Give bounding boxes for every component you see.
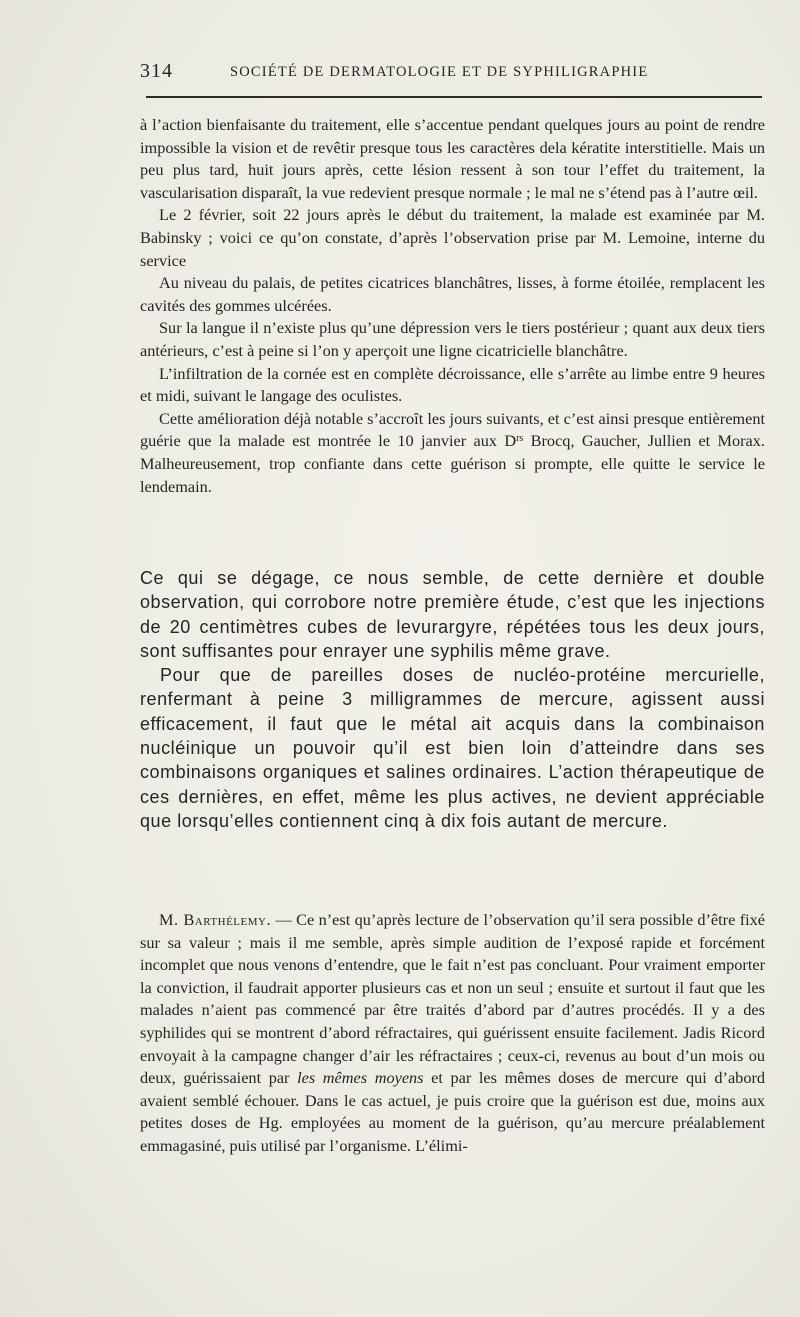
- paragraph-2: Le 2 février, soit 22 jours après le début du traitement, la malade est examinée par M. Babinsky ; voici ce qu’on constate, d’après l’observation prise par M. Lemoine, interne du service: [140, 205, 765, 270]
- discussion-paragraph: [140, 909, 765, 1158]
- discussion-italic: les mêmes moyens: [297, 1068, 424, 1088]
- conclusion-section: [140, 566, 765, 833]
- paragraph-3: Au niveau du palais, de petites cicatrices blanchâtres, lisses, à forme étoilée, remplacent les cavités des gommes ulcérées.: [140, 273, 765, 315]
- discussion-text-end: et par les mêmes doses de mercure qui d’abord avaient semblé échouer. Dans le cas actuel, je puis croire que la guérison est due, moins aux petites doses de Hg. employées au moment de la guérison, qu’au mercure préalablement emmagasiné, puis utilisé par l’organisme. L’élimi-: [140, 1068, 766, 1155]
- paragraph-4: Sur la langue il n’existe plus qu’une dépression vers le tiers postérieur ; quant aux deux tiers antérieurs, c’est à peine si l’on y aperçoit une ligne cicatricielle blanchâtre.: [140, 318, 765, 360]
- header-rule: [146, 96, 762, 98]
- doctors-superscript: rs: [516, 433, 524, 445]
- paragraph-5: L’infiltration de la cornée est en complète décroissance, elle s’arrête au limbe entre 9 heures et midi, suivant le langage des oculistes.: [140, 363, 765, 406]
- discussion-section: [140, 909, 765, 1158]
- conclusion-paragraph-2: Pour que de pareilles doses de nucléo-protéine mercurielle, renfermant à peine 3 milligrammes de mercure, agissent aussi efficacement, il faut que le métal ait acquis dans la combinaison nucléinique un pouvoir qu’il est bien loin d’atteindre dans ses combinaisons organiques et salines ordinaires. L’action thérapeutique de ces dernières, en effet, même les plus actives, ne devient appréciable que lorsqu’elles contiennent cinq à dix fois autant de mercure.: [140, 665, 765, 831]
- paragraph-6-start: Cette amélioration déjà notable s’accroît les jours suivants, et c’est ainsi presque entièrement guérie que la malade est montrée le 10 janvier aux D: [140, 408, 765, 451]
- discussion-text-start: — Ce n’est qu’après lecture de l’observation qu’il sera possible d’être fixé sur sa valeur ; mais il me semble, après simple audition de l’exposé rapide et forcément incomplet que nous venons d’entendre, que le fait n’est pas concluant. Pour vraiment emporter la conviction, il faudrait apporter plusieurs cas et non un seul ; ensuite et surtout il faut que les malades n’aient pas commencé par être traités d’abord par d’autres procédés. Il y a des syphilides qui se montrent d’abord réfractaires, qui guérissent ensuite facilement. Jadis Ricord envoyait à la campagne changer d’air les réfractaires ; ceux-ci, revenus au bout d’un mois ou deux, guérissaient par: [140, 910, 766, 1088]
- page-number: 314: [140, 60, 173, 82]
- page-header: [140, 58, 762, 88]
- speaker-name: M. Barthélemy.: [159, 910, 272, 929]
- case-observation-text: [140, 114, 765, 498]
- paragraph-6-end: Brocq, Gaucher, Jullien et Morax. Malheureusement, trop confiante dans cette guérison si prompte, elle quitte le service le lendemain.: [140, 431, 765, 496]
- paragraph-6: [140, 408, 765, 498]
- running-title: SOCIÉTÉ DE DERMATOLOGIE ET DE SYPHILIGRAPHIE: [230, 64, 649, 80]
- paragraph-1: à l’action bienfaisante du traitement, elle s’accentue pendant quelques jours au point de rendre impossible la vision et de revêtir presque tous les caractères dela kératite interstitielle. Mais un peu plus tard, huit jours après, cette lésion ressent à son tour l’effet du traitement, la vascularisation disparaît, la vue redevient presque normale ; le mal ne s’étend pas à l’autre œil.: [140, 115, 765, 202]
- conclusion-paragraph-1: Ce qui se dégage, ce nous semble, de cette dernière et double observation, qui corrobore notre première étude, c’est que les injections de 20 centimètres cubes de levurargyre, répétées tous les deux jours, sont suffisantes pour enrayer une syphilis même grave.: [140, 568, 765, 661]
